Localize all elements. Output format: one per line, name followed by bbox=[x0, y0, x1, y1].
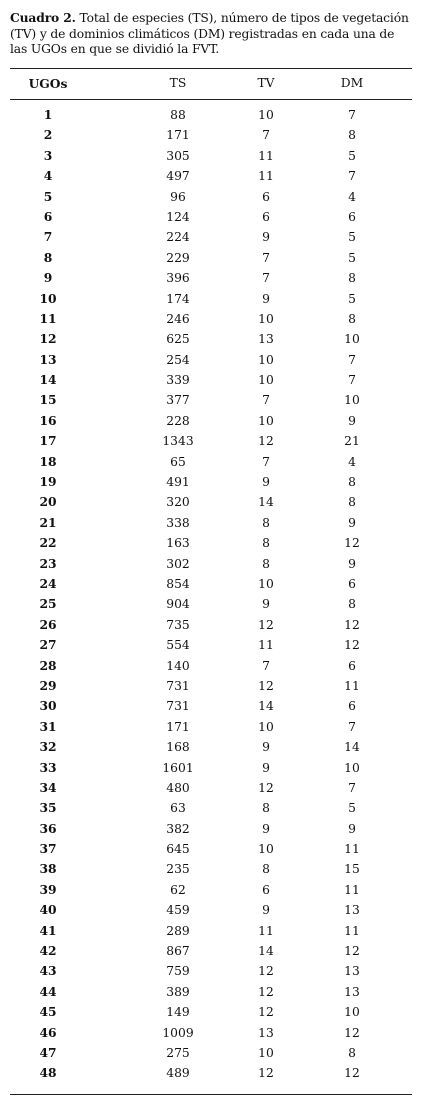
cell-dm: 12 bbox=[344, 944, 360, 959]
table-row bbox=[0, 189, 422, 209]
cell-tv: 12 bbox=[258, 964, 274, 979]
cell-dm: 8 bbox=[348, 311, 356, 326]
table-row bbox=[0, 209, 422, 229]
cell-dm: 6 bbox=[348, 699, 356, 714]
table-header-rule bbox=[10, 99, 412, 100]
cell-dm: 9 bbox=[348, 556, 356, 571]
cell-tv: 11 bbox=[258, 169, 274, 184]
cell-ugo: 15 bbox=[39, 392, 57, 408]
cell-ugo: 4 bbox=[43, 168, 53, 184]
cell-dm: 5 bbox=[348, 250, 356, 265]
table-body bbox=[0, 107, 422, 1086]
cell-ugo: 27 bbox=[39, 637, 57, 653]
table-row bbox=[0, 963, 422, 983]
cell-ugo: 9 bbox=[43, 270, 53, 286]
cell-ts: 389 bbox=[166, 984, 190, 999]
table-row bbox=[0, 168, 422, 188]
cell-dm: 13 bbox=[344, 903, 360, 918]
cell-tv: 11 bbox=[258, 148, 274, 163]
cell-tv: 14 bbox=[258, 495, 274, 510]
cell-tv: 10 bbox=[258, 1045, 274, 1060]
cell-tv: 10 bbox=[258, 373, 274, 388]
cell-tv: 10 bbox=[258, 413, 274, 428]
cell-tv: 10 bbox=[258, 352, 274, 367]
cell-ts: 396 bbox=[166, 271, 190, 286]
table-row bbox=[0, 372, 422, 392]
cell-ugo: 46 bbox=[39, 1024, 57, 1040]
cell-ts: 731 bbox=[166, 678, 190, 693]
cell-ts: 867 bbox=[166, 944, 190, 959]
cell-ts: 174 bbox=[166, 291, 190, 306]
cell-ugo: 19 bbox=[39, 474, 57, 490]
cell-tv: 12 bbox=[258, 1066, 274, 1081]
cell-ts: 171 bbox=[166, 719, 190, 734]
table-row bbox=[0, 617, 422, 637]
cell-tv: 11 bbox=[258, 923, 274, 938]
cell-tv: 10 bbox=[258, 719, 274, 734]
cell-ts: 731 bbox=[166, 699, 190, 714]
cell-tv: 9 bbox=[262, 291, 270, 306]
cell-ts: 480 bbox=[166, 780, 190, 795]
cell-ugo: 35 bbox=[39, 800, 57, 816]
header-tv: TV bbox=[257, 76, 275, 90]
table-row bbox=[0, 576, 422, 596]
table-row bbox=[0, 780, 422, 800]
cell-ugo: 37 bbox=[39, 841, 57, 857]
table-row bbox=[0, 984, 422, 1004]
cell-dm: 11 bbox=[344, 882, 360, 897]
table-row bbox=[0, 861, 422, 881]
cell-dm: 9 bbox=[348, 821, 356, 836]
cell-dm: 9 bbox=[348, 413, 356, 428]
cell-tv: 10 bbox=[258, 576, 274, 591]
cell-ts: 904 bbox=[166, 597, 190, 612]
cell-tv: 7 bbox=[262, 250, 270, 265]
cell-dm: 8 bbox=[348, 128, 356, 143]
cell-ts: 1009 bbox=[162, 1025, 194, 1040]
cell-tv: 12 bbox=[258, 678, 274, 693]
cell-ugo: 7 bbox=[43, 229, 53, 245]
cell-dm: 7 bbox=[348, 352, 356, 367]
table-row bbox=[0, 719, 422, 739]
cell-ugo: 23 bbox=[39, 555, 57, 571]
cell-tv: 9 bbox=[262, 760, 270, 775]
cell-ts: 140 bbox=[166, 658, 190, 673]
cell-ts: 235 bbox=[166, 862, 190, 877]
cell-tv: 8 bbox=[262, 862, 270, 877]
cell-ts: 302 bbox=[166, 556, 190, 571]
cell-dm: 8 bbox=[348, 597, 356, 612]
cell-dm: 7 bbox=[348, 719, 356, 734]
cell-ts: 224 bbox=[166, 230, 190, 245]
cell-ugo: 29 bbox=[39, 677, 57, 693]
cell-ts: 88 bbox=[170, 108, 186, 122]
cell-ts: 62 bbox=[170, 882, 186, 897]
cell-dm: 6 bbox=[348, 576, 356, 591]
cell-tv: 9 bbox=[262, 903, 270, 918]
cell-ts: 1343 bbox=[162, 434, 194, 449]
table-row bbox=[0, 658, 422, 678]
table-row bbox=[0, 882, 422, 902]
cell-tv: 8 bbox=[262, 556, 270, 571]
cell-dm: 11 bbox=[344, 678, 360, 693]
cell-tv: 7 bbox=[262, 454, 270, 469]
cell-dm: 12 bbox=[344, 1066, 360, 1081]
cell-ugo: 3 bbox=[43, 147, 53, 163]
cell-dm: 12 bbox=[344, 638, 360, 653]
cell-ts: 228 bbox=[166, 413, 190, 428]
cell-tv: 6 bbox=[262, 209, 270, 224]
cell-tv: 9 bbox=[262, 821, 270, 836]
cell-ugo: 16 bbox=[39, 412, 57, 428]
table-caption bbox=[10, 10, 414, 58]
cell-ugo: 39 bbox=[39, 881, 57, 897]
cell-tv: 12 bbox=[258, 984, 274, 999]
table-row bbox=[0, 841, 422, 861]
cell-tv: 8 bbox=[262, 515, 270, 530]
cell-ugo: 30 bbox=[39, 698, 57, 714]
table-row bbox=[0, 902, 422, 922]
cell-dm: 8 bbox=[348, 475, 356, 490]
cell-ugo: 43 bbox=[39, 963, 57, 979]
header-ugos: UGOs bbox=[28, 76, 68, 91]
cell-dm: 13 bbox=[344, 964, 360, 979]
table-row bbox=[0, 291, 422, 311]
cell-tv: 8 bbox=[262, 801, 270, 816]
cell-ts: 645 bbox=[166, 842, 190, 857]
cell-dm: 6 bbox=[348, 209, 356, 224]
cell-ugo: 17 bbox=[39, 433, 57, 449]
cell-ts: 735 bbox=[166, 617, 190, 632]
cell-dm: 4 bbox=[348, 189, 356, 204]
header-ts: TS bbox=[169, 76, 187, 90]
cell-dm: 9 bbox=[348, 515, 356, 530]
cell-dm: 11 bbox=[344, 842, 360, 857]
cell-ugo: 26 bbox=[39, 616, 57, 632]
cell-tv: 12 bbox=[258, 617, 274, 632]
cell-ugo: 45 bbox=[39, 1004, 57, 1020]
cell-dm: 10 bbox=[344, 760, 360, 775]
cell-dm: 5 bbox=[348, 801, 356, 816]
cell-ts: 491 bbox=[166, 475, 190, 490]
cell-ts: 124 bbox=[166, 209, 190, 224]
cell-dm: 15 bbox=[344, 862, 360, 877]
cell-ts: 338 bbox=[166, 515, 190, 530]
cell-dm: 12 bbox=[344, 617, 360, 632]
table-row bbox=[0, 1025, 422, 1045]
cell-ts: 65 bbox=[170, 454, 186, 469]
cell-ts: 63 bbox=[170, 801, 186, 816]
table-row bbox=[0, 433, 422, 453]
cell-ts: 377 bbox=[166, 393, 190, 408]
cell-dm: 7 bbox=[348, 108, 356, 122]
cell-dm: 7 bbox=[348, 780, 356, 795]
table-row bbox=[0, 943, 422, 963]
table-row bbox=[0, 800, 422, 820]
cell-tv: 10 bbox=[258, 842, 274, 857]
cell-tv: 13 bbox=[258, 1025, 274, 1040]
table-row bbox=[0, 596, 422, 616]
cell-ts: 289 bbox=[166, 923, 190, 938]
cell-dm: 8 bbox=[348, 1045, 356, 1060]
cell-tv: 7 bbox=[262, 128, 270, 143]
cell-dm: 14 bbox=[344, 740, 360, 755]
cell-ugo: 2 bbox=[43, 127, 53, 143]
table-row bbox=[0, 127, 422, 147]
cell-ugo: 48 bbox=[39, 1065, 57, 1081]
cell-ugo: 44 bbox=[39, 983, 57, 999]
cell-ugo: 18 bbox=[39, 453, 57, 469]
table-row bbox=[0, 392, 422, 412]
cell-tv: 12 bbox=[258, 780, 274, 795]
table-row bbox=[0, 923, 422, 943]
cell-ts: 229 bbox=[166, 250, 190, 265]
table-row bbox=[0, 698, 422, 718]
cell-tv: 10 bbox=[258, 311, 274, 326]
table-row bbox=[0, 454, 422, 474]
cell-ugo: 12 bbox=[39, 331, 57, 347]
cell-ts: 305 bbox=[166, 148, 190, 163]
cell-ts: 275 bbox=[166, 1045, 190, 1060]
cell-ts: 96 bbox=[170, 189, 186, 204]
cell-ugo: 47 bbox=[39, 1044, 57, 1060]
table-row bbox=[0, 515, 422, 535]
cell-ugo: 20 bbox=[39, 494, 57, 510]
cell-ugo: 14 bbox=[39, 372, 57, 388]
cell-dm: 8 bbox=[348, 495, 356, 510]
cell-dm: 5 bbox=[348, 291, 356, 306]
cell-ts: 320 bbox=[166, 495, 190, 510]
caption-label: Cuadro 2. bbox=[10, 10, 76, 25]
cell-ugo: 21 bbox=[39, 514, 57, 530]
table-row bbox=[0, 1004, 422, 1024]
cell-dm: 7 bbox=[348, 169, 356, 184]
cell-dm: 5 bbox=[348, 148, 356, 163]
table-row bbox=[0, 474, 422, 494]
cell-ts: 759 bbox=[166, 964, 190, 979]
cell-tv: 12 bbox=[258, 1005, 274, 1020]
table-bottom-rule bbox=[10, 1094, 412, 1095]
cell-ugo: 28 bbox=[39, 657, 57, 673]
table-top-rule bbox=[10, 68, 412, 69]
table-row bbox=[0, 413, 422, 433]
cell-ts: 625 bbox=[166, 332, 190, 347]
cell-ugo: 1 bbox=[43, 107, 53, 122]
cell-ugo: 40 bbox=[39, 902, 57, 918]
cell-ugo: 5 bbox=[43, 188, 53, 204]
cell-tv: 7 bbox=[262, 393, 270, 408]
cell-dm: 10 bbox=[344, 1005, 360, 1020]
cell-tv: 13 bbox=[258, 332, 274, 347]
cell-tv: 7 bbox=[262, 271, 270, 286]
cell-dm: 4 bbox=[348, 454, 356, 469]
cell-dm: 10 bbox=[344, 393, 360, 408]
cell-ts: 489 bbox=[166, 1066, 190, 1081]
cell-dm: 21 bbox=[344, 434, 360, 449]
cell-ugo: 41 bbox=[39, 922, 57, 938]
cell-ts: 382 bbox=[166, 821, 190, 836]
cell-tv: 14 bbox=[258, 699, 274, 714]
cell-tv: 11 bbox=[258, 638, 274, 653]
cell-tv: 12 bbox=[258, 434, 274, 449]
cell-ts: 459 bbox=[166, 903, 190, 918]
caption-text: Total de especies (TS), número de tipos de vegetación (TV) y de dominios climáticos (DM) registradas en cada una de las UGOs en que se dividió la FVT. bbox=[10, 11, 409, 56]
table-row bbox=[0, 270, 422, 290]
cell-ugo: 31 bbox=[39, 718, 57, 734]
cell-ugo: 33 bbox=[39, 759, 57, 775]
table-row bbox=[0, 1065, 422, 1085]
table-row bbox=[0, 535, 422, 555]
table-row bbox=[0, 107, 422, 127]
cell-ugo: 25 bbox=[39, 596, 57, 612]
cell-tv: 6 bbox=[262, 882, 270, 897]
cell-ugo: 11 bbox=[39, 310, 57, 326]
cell-ugo: 13 bbox=[39, 351, 57, 367]
table-row bbox=[0, 821, 422, 841]
cell-ts: 1601 bbox=[162, 760, 194, 775]
cell-ugo: 6 bbox=[43, 208, 53, 224]
cell-tv: 8 bbox=[262, 536, 270, 551]
cell-dm: 5 bbox=[348, 230, 356, 245]
cell-tv: 14 bbox=[258, 944, 274, 959]
cell-ts: 149 bbox=[166, 1005, 190, 1020]
cell-dm: 6 bbox=[348, 658, 356, 673]
cell-tv: 9 bbox=[262, 230, 270, 245]
cell-ugo: 34 bbox=[39, 779, 57, 795]
cell-ts: 554 bbox=[166, 638, 190, 653]
table-row bbox=[0, 148, 422, 168]
cell-tv: 9 bbox=[262, 740, 270, 755]
table-row bbox=[0, 494, 422, 514]
table-row bbox=[0, 637, 422, 657]
cell-dm: 8 bbox=[348, 271, 356, 286]
header-dm: DM bbox=[340, 76, 364, 90]
cell-ugo: 38 bbox=[39, 861, 57, 877]
cell-tv: 6 bbox=[262, 189, 270, 204]
table-row bbox=[0, 678, 422, 698]
cell-ts: 254 bbox=[166, 352, 190, 367]
table-row bbox=[0, 311, 422, 331]
cell-tv: 9 bbox=[262, 475, 270, 490]
cell-dm: 11 bbox=[344, 923, 360, 938]
cell-dm: 12 bbox=[344, 1025, 360, 1040]
table-row bbox=[0, 352, 422, 372]
cell-tv: 7 bbox=[262, 658, 270, 673]
cell-ts: 339 bbox=[166, 373, 190, 388]
table-row bbox=[0, 1045, 422, 1065]
cell-tv: 10 bbox=[258, 108, 274, 122]
cell-ugo: 22 bbox=[39, 535, 57, 551]
table-row bbox=[0, 331, 422, 351]
cell-ts: 246 bbox=[166, 311, 190, 326]
cell-ts: 854 bbox=[166, 576, 190, 591]
cell-ugo: 10 bbox=[39, 290, 57, 306]
cell-ugo: 24 bbox=[39, 575, 57, 591]
cell-ts: 497 bbox=[166, 169, 190, 184]
cell-ts: 168 bbox=[166, 740, 190, 755]
table-row bbox=[0, 229, 422, 249]
table-row bbox=[0, 760, 422, 780]
table-header bbox=[0, 76, 422, 92]
cell-ugo: 8 bbox=[43, 249, 53, 265]
cell-ugo: 36 bbox=[39, 820, 57, 836]
cell-dm: 13 bbox=[344, 984, 360, 999]
table-row bbox=[0, 250, 422, 270]
cell-ts: 171 bbox=[166, 128, 190, 143]
cell-ugo: 42 bbox=[39, 943, 57, 959]
table-row bbox=[0, 556, 422, 576]
cell-dm: 12 bbox=[344, 536, 360, 551]
cell-tv: 9 bbox=[262, 597, 270, 612]
cell-dm: 10 bbox=[344, 332, 360, 347]
table-row bbox=[0, 739, 422, 759]
cell-dm: 7 bbox=[348, 373, 356, 388]
cell-ugo: 32 bbox=[39, 739, 57, 755]
cell-ts: 163 bbox=[166, 536, 190, 551]
